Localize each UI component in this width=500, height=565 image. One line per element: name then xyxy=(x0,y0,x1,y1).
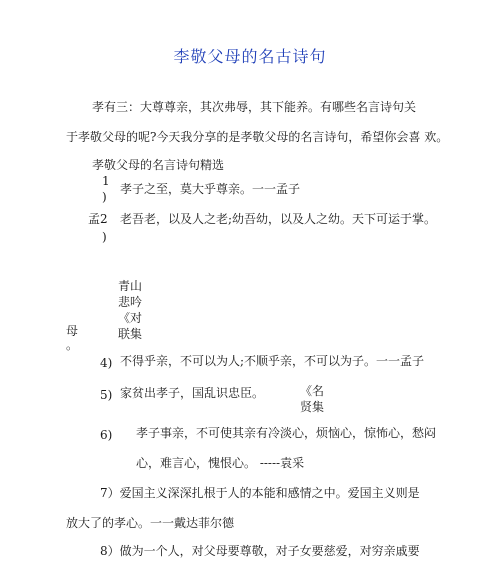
item-2-prefix: 孟2 xyxy=(88,212,108,226)
item-5-text: 家贫出孝子，国乱识忠臣。 xyxy=(120,386,265,400)
item-1-paren: ) xyxy=(102,190,107,204)
intro-line-1: 孝有三：大尊尊亲，其次弗辱，其下能养。有哪些名言诗句关 xyxy=(92,100,417,114)
item-6-number: 6) xyxy=(100,428,113,442)
item-7-line-1: 7）爱国主义深深扎根于人的本能和感情之中。爱国主义则是 xyxy=(100,486,420,500)
item-7-line-2: 放大了的孝心。一一戴达菲尔德 xyxy=(66,516,235,530)
item-1-number: 1 xyxy=(102,174,110,188)
item-2-paren: ) xyxy=(102,230,107,244)
item-5-source-a: 《名 xyxy=(300,384,325,398)
item-3-source-line: 《对 xyxy=(118,311,143,325)
item-3-source-column xyxy=(118,278,142,342)
item-3-left-char: 母 xyxy=(66,324,79,338)
item-3-dot: 。 xyxy=(66,338,79,352)
intro-line-2: 于孝敬父母的呢?今天我分享的是孝敬父母的名言诗句，希望你会喜 欢。 xyxy=(66,130,449,144)
item-3-source-line: 联集 xyxy=(118,327,143,341)
item-2-text: 老吾老，以及人之老;幼吾幼，以及人之幼。天下可运于掌。 xyxy=(120,212,437,226)
item-6-text-line-2: 心，难言心，愧恨心。 -----袁采 xyxy=(136,456,305,470)
item-3-source-line: 悲吟 xyxy=(118,295,143,309)
item-4-number: 4) xyxy=(100,356,113,370)
item-4-text: 不得乎亲，不可以为人;不顺乎亲，不可以为子。一一孟子 xyxy=(120,354,425,368)
item-5-number: 5) xyxy=(100,388,113,402)
item-3-source-line: 青山 xyxy=(118,279,143,293)
item-1-text: 孝子之至，莫大乎尊亲。一一孟子 xyxy=(120,182,301,196)
section-heading: 孝敬父母的名言诗句精选 xyxy=(92,158,225,172)
page-title: 李敬父母的名古诗句 xyxy=(173,47,327,66)
item-8-line-1: 8）做为一个人，对父母要尊敬，对子女要慈爱，对穷亲戚要 xyxy=(100,544,420,558)
item-6-text-line-1: 孝子事亲，不可使其亲有冷淡心，烦恼心，惊怖心，愁闷 xyxy=(136,426,437,440)
item-5-source-b: 贤集 xyxy=(300,400,325,414)
